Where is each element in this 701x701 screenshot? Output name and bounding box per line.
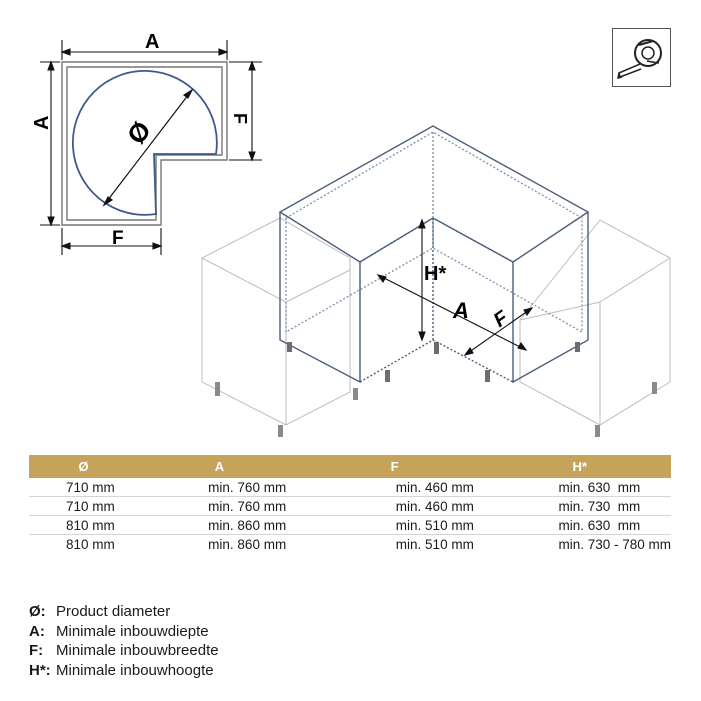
- cell-a: min. 860 mm: [138, 516, 301, 535]
- label-f-iso: F: [489, 306, 513, 332]
- label-a-side: A: [31, 115, 53, 130]
- cell-h: min. 630 mm: [488, 516, 671, 535]
- dimension-a-iso: [378, 275, 526, 350]
- cell-f: min. 510 mm: [395, 536, 474, 552]
- cell-h: min. 730 mm: [488, 497, 671, 516]
- legend-text: Minimale inbouwbreedte: [56, 642, 219, 659]
- table-row: [29, 516, 671, 535]
- cell-h: min. 730 - 780 mm: [558, 536, 671, 552]
- legend-key: F:: [29, 642, 44, 659]
- specification-table: [29, 455, 671, 553]
- cell-f: min. 460 mm: [301, 497, 489, 516]
- dimension-a-side: [40, 62, 60, 225]
- legend-item: [29, 622, 219, 642]
- legend-key: A:: [29, 622, 45, 640]
- cell-h: min. 630 mm: [488, 478, 671, 497]
- legend-text: Product diameter: [56, 603, 171, 620]
- cell-f: min. 510 mm: [301, 516, 489, 535]
- header-diameter: Ø: [78, 459, 89, 474]
- header-h: H*: [572, 459, 587, 474]
- label-h: H*: [424, 263, 447, 285]
- label-f-right: F: [230, 113, 250, 124]
- legend-key: Ø:: [29, 603, 46, 620]
- legend-key: H*:: [29, 661, 51, 679]
- cell-a: min. 860 mm: [208, 536, 287, 552]
- legend: [29, 602, 219, 680]
- cell-diameter: 810 mm: [66, 536, 115, 552]
- table-header-row: [29, 455, 671, 478]
- header-a: A: [214, 459, 225, 474]
- isometric-cabinet-diagram: [190, 120, 690, 440]
- cell-diameter: 710 mm: [29, 478, 138, 497]
- legend-text: Minimale inbouwdiepte: [56, 622, 209, 640]
- cell-a: min. 760 mm: [138, 478, 301, 497]
- table-row: [29, 478, 671, 497]
- legend-item: [29, 661, 219, 681]
- label-a-iso: A: [453, 298, 469, 323]
- legend-item: [29, 602, 219, 622]
- tape-measure-icon: [612, 28, 671, 87]
- side-cabinet-left: [202, 218, 350, 425]
- cell-f: min. 460 mm: [301, 478, 489, 497]
- table-row: [29, 535, 671, 554]
- header-f: F: [390, 459, 399, 474]
- label-a-top: A: [145, 31, 160, 53]
- diameter-arrow: [104, 90, 192, 205]
- table-row: [29, 497, 671, 516]
- side-cabinet-right: [520, 220, 670, 425]
- legend-text: Minimale inbouwhoogte: [56, 661, 214, 679]
- cell-diameter: 710 mm: [29, 497, 138, 516]
- diameter-label: Ø: [120, 115, 157, 150]
- cell-a: min. 760 mm: [138, 497, 301, 516]
- cell-diameter: 810 mm: [29, 516, 138, 535]
- legend-item: [29, 641, 219, 661]
- label-f-bottom: F: [112, 228, 124, 249]
